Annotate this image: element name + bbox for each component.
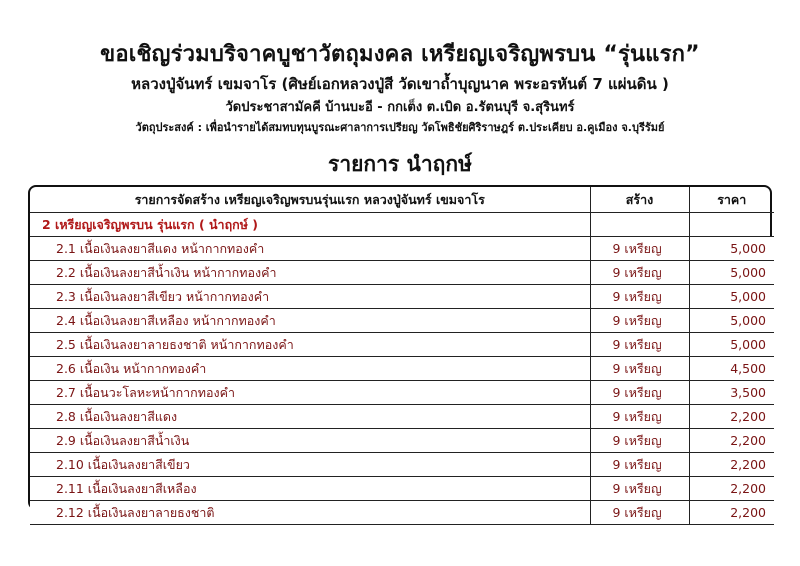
item-name: 2.11 เนื้อเงินลงยาสีเหลือง — [30, 477, 590, 501]
item-price: 5,000 — [689, 333, 774, 357]
item-name: 2.10 เนื้อเงินลงยาสีเขียว — [30, 453, 590, 477]
table-row — [30, 501, 774, 525]
group-qty-cell — [590, 213, 689, 237]
item-quantity: 9 เหรียญ — [590, 237, 689, 261]
item-price: 5,000 — [689, 309, 774, 333]
table-row — [30, 429, 774, 453]
item-price: 5,000 — [689, 285, 774, 309]
item-price: 5,000 — [689, 237, 774, 261]
item-name: 2.6 เนื้อเงิน หน้ากากทองคำ — [30, 357, 590, 381]
group-label: 2 เหรียญเจริญพรบน รุ่นแรก ( นำฤกษ์ ) — [30, 213, 590, 237]
table-row — [30, 333, 774, 357]
page-title: ขอเชิญร่วมบริจาคบูชาวัตถุมงคล เหรียญเจริญพรบน “รุ่นแรก” — [100, 42, 700, 67]
item-name: 2.8 เนื้อเงินลงยาสีแดง — [30, 405, 590, 429]
item-price: 2,200 — [689, 453, 774, 477]
table-row — [30, 237, 774, 261]
table-row — [30, 261, 774, 285]
table-row — [30, 405, 774, 429]
purpose-text: วัตถุประสงค์ : เพื่อนำรายได้สมทบทุนบูรณะศาลาการเปรียญ วัดโพธิชัยศิริราษฎร์ ต.ประเคียบ อ.คูเมือง จ.บุรีรัมย์ — [135, 121, 665, 134]
item-price: 3,500 — [689, 381, 774, 405]
table-row — [30, 309, 774, 333]
table-row — [30, 357, 774, 381]
item-quantity: 9 เหรียญ — [590, 405, 689, 429]
item-quantity: 9 เหรียญ — [590, 285, 689, 309]
item-price: 2,200 — [689, 501, 774, 525]
item-quantity: 9 เหรียญ — [590, 381, 689, 405]
table-row — [30, 285, 774, 309]
table-row — [30, 477, 774, 501]
item-name: 2.1 เนื้อเงินลงยาสีแดง หน้ากากทองคำ — [30, 237, 590, 261]
temple-address: วัดประชาสามัคคี บ้านบะอี - กกเต็ง ต.เบิด อ.รัตนบุรี จ.สุรินทร์ — [225, 100, 575, 115]
item-quantity: 9 เหรียญ — [590, 261, 689, 285]
column-header-price: ราคา — [689, 187, 774, 213]
item-name: 2.9 เนื้อเงินลงยาสีน้ำเงิน — [30, 429, 590, 453]
item-name: 2.2 เนื้อเงินลงยาสีน้ำเงิน หน้ากากทองคำ — [30, 261, 590, 285]
item-price: 5,000 — [689, 261, 774, 285]
table-header-row — [30, 187, 774, 213]
item-price: 4,500 — [689, 357, 774, 381]
group-row — [30, 213, 774, 237]
item-quantity: 9 เหรียญ — [590, 453, 689, 477]
item-quantity: 9 เหรียญ — [590, 357, 689, 381]
group-price-cell — [689, 213, 774, 237]
table-row — [30, 381, 774, 405]
item-quantity: 9 เหรียญ — [590, 477, 689, 501]
item-price: 2,200 — [689, 477, 774, 501]
item-quantity: 9 เหรียญ — [590, 333, 689, 357]
item-quantity: 9 เหรียญ — [590, 501, 689, 525]
item-name: 2.5 เนื้อเงินลงยาลายธงชาติ หน้ากากทองคำ — [30, 333, 590, 357]
item-price: 2,200 — [689, 429, 774, 453]
item-name: 2.4 เนื้อเงินลงยาสีเหลือง หน้ากากทองคำ — [30, 309, 590, 333]
column-header-item: รายการจัดสร้าง เหรียญเจริญพรบนรุ่นแรก หลวงปู่จันทร์ เขมจาโร — [30, 187, 590, 213]
item-price: 2,200 — [689, 405, 774, 429]
page-subtitle: หลวงปู่จันทร์ เขมจาโร (ศิษย์เอกหลวงปู่สี วัดเขาถ้ำบุญนาค พระอรหันต์ 7 แผ่นดิน ) — [131, 75, 669, 93]
list-title: รายการ นำฤกษ์ — [328, 152, 472, 176]
item-name: 2.7 เนื้อนวะโลหะหน้ากากทองคำ — [30, 381, 590, 405]
table-row — [30, 453, 774, 477]
item-name: 2.3 เนื้อเงินลงยาสีเขียว หน้ากากทองคำ — [30, 285, 590, 309]
item-quantity: 9 เหรียญ — [590, 309, 689, 333]
column-header-quantity: สร้าง — [590, 187, 689, 213]
item-name: 2.12 เนื้อเงินลงยาลายธงชาติ — [30, 501, 590, 525]
item-quantity: 9 เหรียญ — [590, 429, 689, 453]
price-table — [28, 185, 772, 520]
